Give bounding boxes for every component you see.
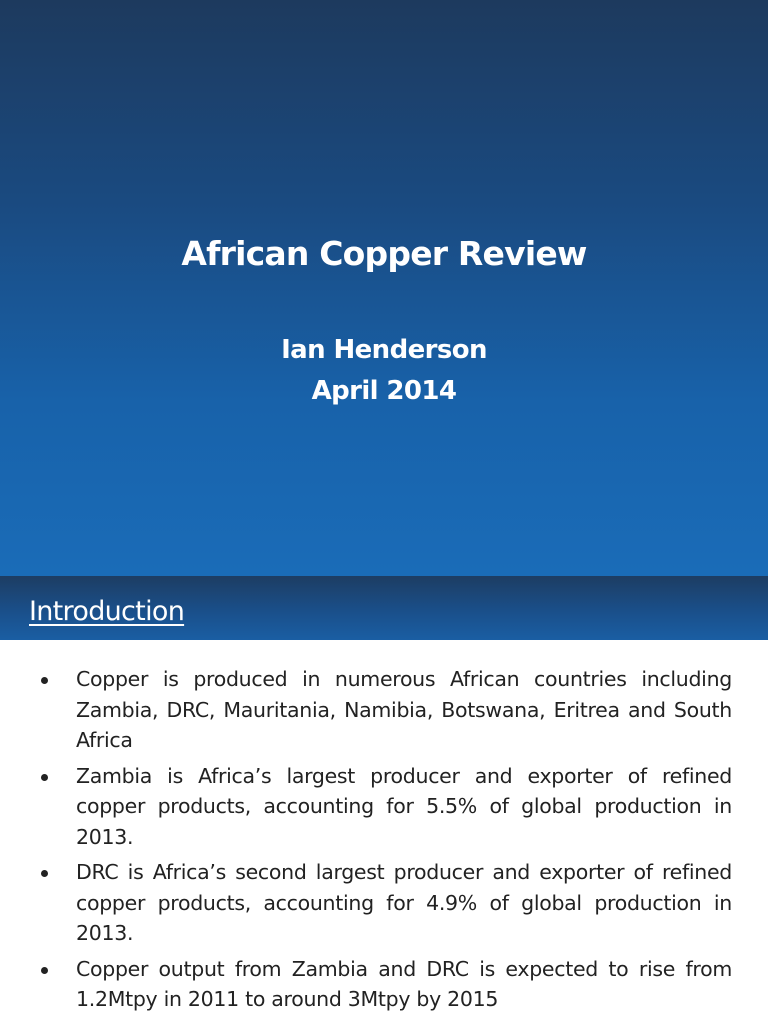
bullet-list bbox=[36, 664, 732, 1020]
author-name: Ian Henderson bbox=[281, 335, 487, 365]
section-title: Introduction bbox=[29, 596, 185, 627]
bullet-text: Zambia is Africa’s largest producer and exporter of refined copper products, accounting for 5.5% of global production in 2013. bbox=[76, 763, 732, 849]
bullet-text: Copper output from Zambia and DRC is expected to rise from 1.2Mtpy in 2011 to around 3Mtpy by 2015 bbox=[76, 956, 732, 1011]
bullet-item bbox=[36, 664, 732, 756]
bullet-item bbox=[36, 761, 732, 853]
title-subtitle bbox=[0, 330, 768, 412]
bullet-dot-icon bbox=[41, 774, 48, 781]
bullet-dot-icon bbox=[41, 677, 48, 684]
deck-title: African Copper Review bbox=[181, 234, 587, 273]
bullet-text: DRC is Africa’s second largest producer and exporter of refined copper products, accounting for 4.9% of global production in 2013. bbox=[76, 860, 732, 945]
bullet-dot-icon bbox=[41, 870, 48, 877]
bullet-dot-icon bbox=[41, 967, 48, 974]
presentation-date: April 2014 bbox=[311, 376, 457, 406]
bullet-item bbox=[36, 857, 732, 949]
bullet-item bbox=[36, 954, 732, 1015]
bullet-text: Copper is produced in numerous African countries including Zambia, DRC, Mauritania, Namibia, Botswana, Eritrea and South Africa bbox=[76, 667, 732, 752]
